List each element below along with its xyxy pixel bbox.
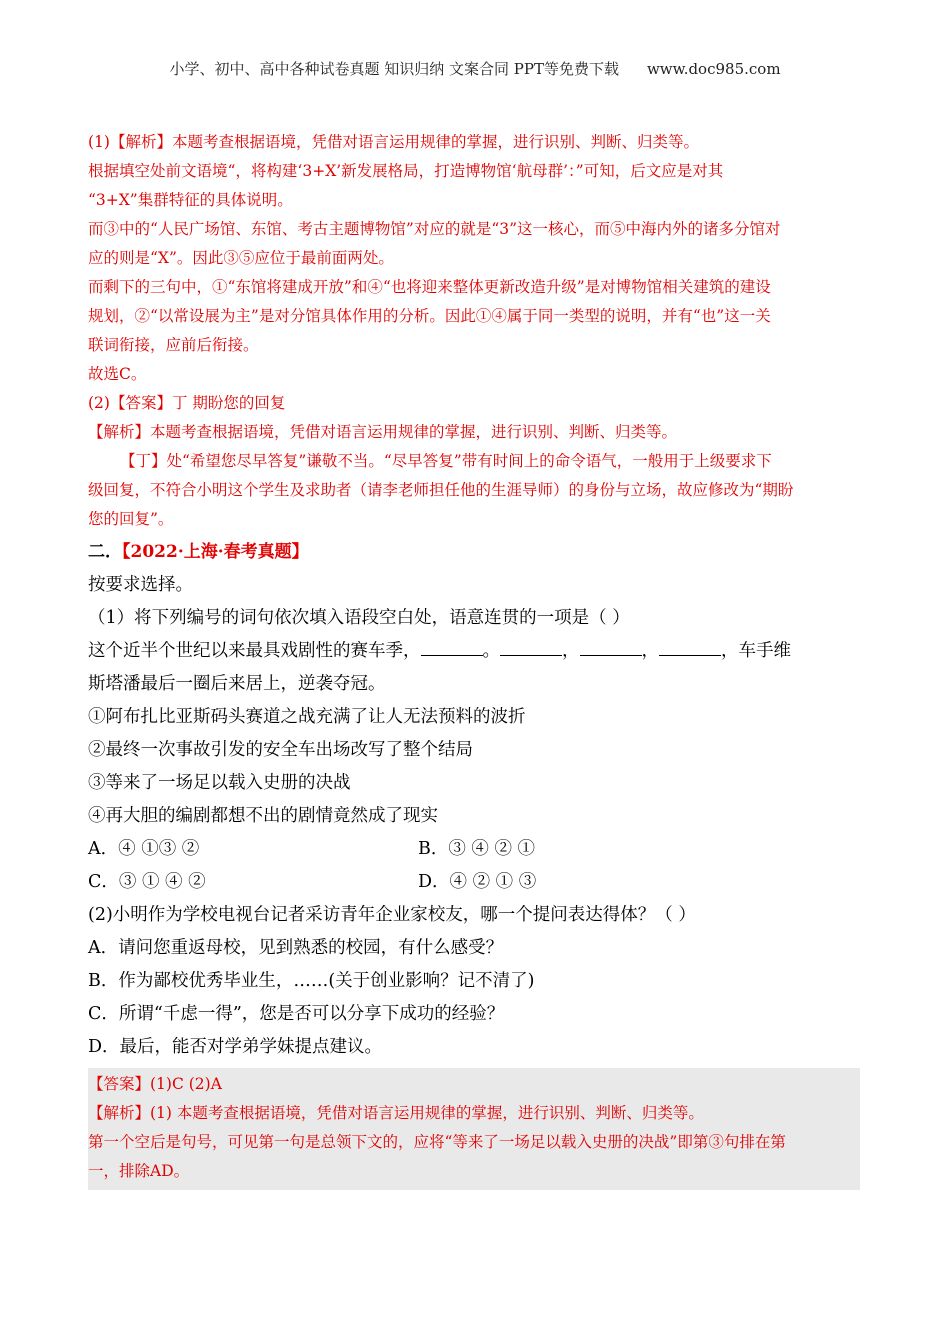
option-c: C．③ ① ④ ② xyxy=(88,872,206,892)
analysis-line: 【解析】(1) 本题考查根据语境，凭借对语言运用规律的掌握，进行识别、判断、归类等。 xyxy=(88,1104,704,1122)
analysis-line: “3+X”集群特征的具体说明。 xyxy=(88,191,293,209)
q2-option-d: D．最后，能否对学弟学妹提点建议。 xyxy=(88,1037,383,1057)
options-row-1 xyxy=(88,833,860,866)
answer-line: 【答案】(1)C (2)A xyxy=(88,1075,222,1093)
passage-punct: ， xyxy=(641,641,659,661)
header-site[interactable]: www.doc985.com xyxy=(646,60,781,78)
option-a: A．④ ①③ ② xyxy=(88,839,200,859)
header-text: 小学、初中、高中各种试卷真题 知识归纳 文案合同 PPT等免费下载 xyxy=(169,60,619,78)
question-2-stem: (2)小明作为学校电视台记者采访青年企业家校友，哪一个提问表达得体？（ ） xyxy=(88,905,696,925)
analysis-line: 联词衔接，应前后衔接。 xyxy=(88,336,259,354)
answer-line: (2)【答案】丁 期盼您的回复 xyxy=(88,394,286,412)
answer-box xyxy=(88,1068,860,1190)
analysis-line: 而③中的“人民广场馆、东馆、考古主题博物馆”对应的就是“3”这一核心，而⑤中海内外的诸多分馆对 xyxy=(88,220,781,238)
q2-option-b: B．作为鄙校优秀毕业生，……(关于创业影响？记不清了) xyxy=(88,971,535,991)
passage-line-2: 斯塔潘最后一圈后来居上，逆袭夺冠。 xyxy=(88,674,386,694)
q2-option-a: A．请问您重返母校，见到熟悉的校园，有什么感受？ xyxy=(88,938,504,958)
instruction: 按要求选择。 xyxy=(88,575,193,595)
analysis-line: 【解析】本题考查根据语境，凭借对语言运用规律的掌握，进行识别、判断、归类等。 xyxy=(88,423,678,441)
analysis-line: 规划，②“以常设展为主”是对分馆具体作用的分析。因此①④属于同一类型的说明，并有“也”这一关 xyxy=(88,307,771,325)
q2-option-c: C．所谓“千虑一得”，您是否可以分享下成功的经验？ xyxy=(88,1004,505,1024)
analysis-line: 一，排除AD。 xyxy=(88,1162,190,1180)
passage-punct: ， xyxy=(562,641,580,661)
section-title xyxy=(88,536,860,569)
analysis-line: 而剩下的三句中，①“东馆将建成开放”和④“也将迎来整体更新改造升级”是对博物馆相关建筑的建设 xyxy=(88,278,771,296)
analysis-line: 应的则是“X”。因此③⑤应位于最前面两处。 xyxy=(88,249,394,267)
blank-1 xyxy=(421,637,483,656)
analysis-line: 【丁】处“希望您尽早答复”谦敬不当。“尽早答复”带有时间上的命令语气，一般用于上级要求下 xyxy=(120,452,772,470)
passage-punct: 。 xyxy=(482,641,500,661)
analysis-line: 您的回复”。 xyxy=(88,510,174,528)
blank-2 xyxy=(500,637,562,656)
blank-4 xyxy=(659,637,721,656)
document-body xyxy=(88,128,860,1190)
analysis-part1 xyxy=(88,128,860,534)
list-item: ④再大胆的编剧都想不出的剧情竟然成了现实 xyxy=(88,806,438,826)
section-number: 二． xyxy=(88,542,122,562)
analysis-line: (1)【解析】本题考查根据语境，凭借对语言运用规律的掌握，进行识别、判断、归类等。 xyxy=(88,133,699,151)
list-item: ②最终一次事故引发的安全车出场改写了整个结局 xyxy=(88,740,473,760)
passage xyxy=(88,635,860,668)
list-item: ①阿布扎比亚斯码头赛道之战充满了让人无法预料的波折 xyxy=(88,707,526,727)
page-header xyxy=(0,58,950,79)
list-item: ③等来了一场足以载入史册的决战 xyxy=(88,773,351,793)
section-source: 【2022·上海·春考真题】 xyxy=(122,542,309,562)
passage-text: 这个近半个世纪以来最具戏剧性的赛车季， xyxy=(88,641,421,661)
question-1-stem: （1）将下列编号的词句依次填入语段空白处，语意连贯的一项是（ ） xyxy=(88,608,630,628)
options-row-2 xyxy=(88,866,860,899)
option-b: B．③ ④ ② ① xyxy=(418,839,536,859)
analysis-line: 级回复，不符合小明这个学生及求助者（请李老师担任他的生涯导师）的身份与立场，故应修改为“期盼 xyxy=(88,481,794,499)
analysis-line: 故选C。 xyxy=(88,365,147,383)
passage-text: ，车手维 xyxy=(721,641,791,661)
analysis-line: 第一个空后是句号，可见第一句是总领下文的，应将“等来了一场足以载入史册的决战”即第③句排在第 xyxy=(88,1133,786,1151)
blank-3 xyxy=(580,637,642,656)
analysis-line: 根据填空处前文语境“，将构建‘3+X’新发展格局，打造博物馆‘航母群’：”可知，后文应是对其 xyxy=(88,162,724,180)
option-d: D．④ ② ① ③ xyxy=(418,872,537,892)
